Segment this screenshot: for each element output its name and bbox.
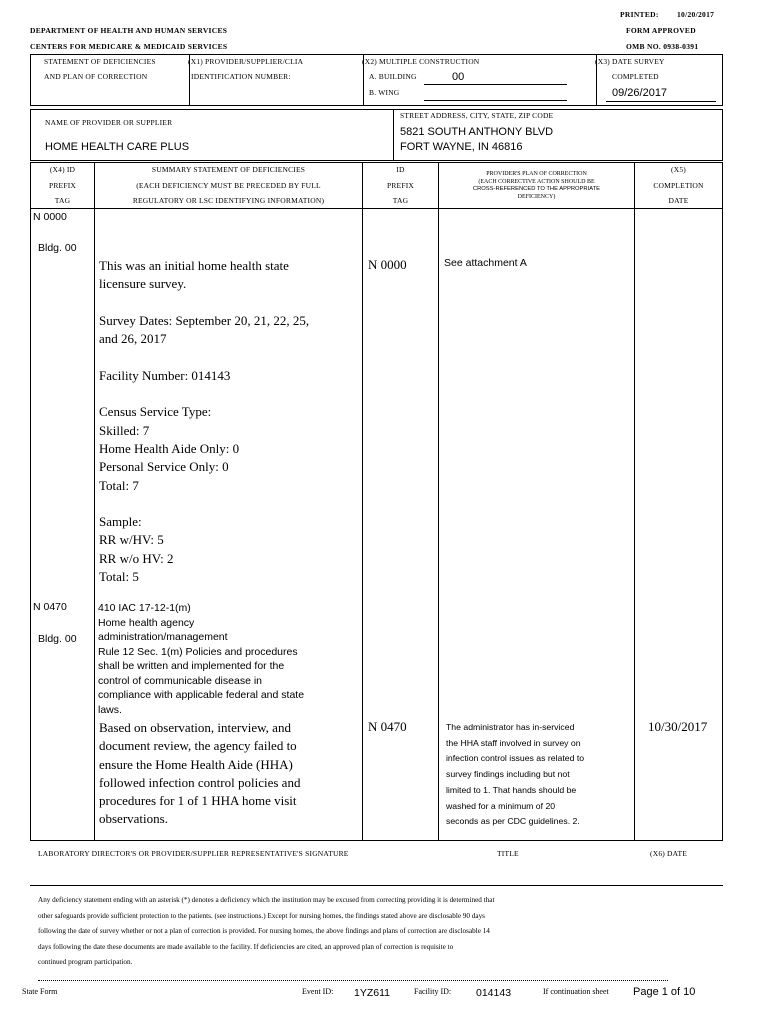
summary-line: Facility Number: 014143 [99,367,231,383]
facility-id-value: 014143 [476,987,512,999]
summary-line [99,348,361,366]
summary-header-line2: (EACH DEFICIENCY MUST BE PRECEDED BY FULL [136,181,321,190]
id-header-line1: ID [396,165,405,174]
summary-line: Sample: [99,514,142,530]
summary-line: RR w/HV: 5 [99,532,164,548]
statement-label-line1: STATEMENT OF DEFICIENCIES [44,57,156,66]
summary-line: procedures for 1 of 1 HHA home visit [99,793,297,809]
title-label: TITLE [497,849,519,858]
printed-label: PRINTED: [620,10,659,19]
regulation-line: control of communicable disease in [98,674,263,687]
wing-label: B. WING [369,88,400,97]
regulation-line: Home health agency [98,616,195,629]
facility-id-label: Facility ID: [414,987,452,996]
summary-line: document review, the agency failed to [99,738,297,754]
provider-id-label-line2: IDENTIFICATION NUMBER: [191,72,291,81]
footnote-line: other safeguards provide sufficient protection to the patients. (see instructions.) Except for nursing homes, the findings stated above are disclosable 90 days [38,911,485,920]
lab-director-signature-label: LABORATORY DIRECTOR'S OR PROVIDER/SUPPLIER REPRESENTATIVE'S SIGNATURE [38,849,349,858]
n0470-plan-of-correction [446,720,632,830]
summary-line: Total: 7 [99,477,139,493]
summary-line: Census Service Type: [99,404,212,420]
x4-header-line3: TAG [54,196,71,205]
poc-header-line1: PROVIDER'S PLAN OF CORRECTION [486,171,587,177]
building-label: A. BUILDING [369,72,417,81]
poc-line: seconds as per CDC guidelines. 2. [446,816,580,827]
x6-date-label: (X6) DATE [650,849,688,858]
summary-line: licensure survey. [99,276,187,292]
omb-number: OMB NO. 0938-0391 [626,42,699,51]
provider-name-label: NAME OF PROVIDER OR SUPPLIER [45,118,173,127]
address-label: STREET ADDRESS, CITY, STATE, ZIP CODE [400,111,554,120]
date-survey-value: 09/26/2017 [612,87,668,99]
date-survey-label-line2: COMPLETED [612,72,659,81]
poc-line: washed for a minimum of 20 [446,800,556,811]
poc-line: infection control issues as related to [446,753,585,764]
summary-line: ensure the Home Health Aide (HHA) [99,756,293,772]
n0470-summary [99,719,361,829]
regulation-line: 410 IAC 17-12-1(m) [98,602,191,614]
footnote-line: following the date of survey whether or not a plan of correction is provided. For nursing homes, the above findings and plans of correction are disclosable 14 [38,927,490,935]
summary-line [99,294,361,312]
regulation-line: administration/management [98,631,228,643]
page-number: Page 1 of 10 [633,986,696,998]
multiple-construction-label: (X2) MULTIPLE CONSTRUCTION [362,57,480,66]
summary-line: Survey Dates: September 20, 21, 22, 25, [99,312,310,328]
id-header-line2: PREFIX [386,181,415,190]
summary-line: This was an initial home health state [99,258,289,273]
x5-header-line3: DATE [668,196,689,205]
regulation-line: compliance with applicable federal and state [98,689,305,701]
regulation-line: laws. [98,703,122,716]
footnote-divider [38,980,668,981]
provider-name: HOME HEALTH CARE PLUS [45,141,190,153]
poc-line: the HHA staff involved in survey on [446,737,581,748]
address-line1: 5821 SOUTH ANTHONY BLVD [400,126,554,138]
printed-date: 10/20/2017 [677,10,715,19]
n0470-regulation [98,601,360,717]
centers-title: CENTERS FOR MEDICARE & MEDICAID SERVICES [30,42,228,51]
footnote-line: Any deficiency statement ending with an asterisk (*) denotes a deficiency which the institution may be excused from correcting providing it is determined that [38,896,495,904]
summary-header-line3: REGULATORY OR LSC IDENTIFYING INFORMATION) [132,196,325,205]
x4-header-line1: (X4) ID [49,165,76,174]
department-title: DEPARTMENT OF HEALTH AND HUMAN SERVICES [30,26,228,35]
n0470-completion-date: 10/30/2017 [648,719,708,734]
n0470-bldg: Bldg. 00 [38,633,77,645]
regulation-line: shall be written and implemented for the [98,660,285,672]
date-survey-label-line1: (X3) DATE SURVEY [595,57,665,66]
n0470-id-tag: N 0470 [368,719,407,734]
n0000-bldg: Bldg. 00 [38,242,77,254]
poc-line: The administrator has in-serviced [446,722,575,732]
summary-line: Based on observation, interview, and [99,720,291,735]
n0000-summary [99,257,361,586]
n0000-id-tag: N 0000 [368,257,407,272]
summary-line: RR w/o HV: 2 [99,550,174,566]
event-id-value: 1YZ611 [354,987,390,999]
summary-line: followed infection control policies and [99,774,301,790]
summary-line: Personal Service Only: 0 [99,459,229,475]
deficiency-footnote [38,893,722,971]
event-id-label: Event ID: [302,987,334,996]
poc-header-line3: CROSS-REFERENCED TO THE APPROPRIATE [472,186,601,192]
n0000-tag: N 0000 [33,211,67,223]
x4-header-line2: PREFIX [48,181,77,190]
summary-line [99,385,361,403]
summary-line: Home Health Aide Only: 0 [99,440,240,456]
n0470-tag: N 0470 [33,601,67,613]
id-header-line3: TAG [392,196,409,205]
footnote-line: continued program participation. [38,958,133,966]
continuation-label: If continuation sheet [543,987,609,996]
provider-id-label-line1: (X1) PROVIDER/SUPPLIER/CLIA [188,57,304,66]
summary-line [99,495,361,513]
summary-line: and 26, 2017 [99,331,167,347]
summary-line: observations. [99,811,168,827]
poc-line: survey findings including but not [446,769,570,780]
summary-line: Total: 5 [99,569,139,585]
x5-header-line2: COMPLETION [653,181,704,190]
summary-header-line1: SUMMARY STATEMENT OF DEFICIENCIES [151,165,306,174]
address-line2: FORT WAYNE, IN 46816 [400,141,523,153]
poc-header [439,171,634,201]
footnote-line: days following the date these documents are made available to the facility. If deficiencies are cited, an approved plan of correction is requisite to [38,942,454,951]
statement-label-line2: AND PLAN OF CORRECTION [44,72,148,81]
summary-line: Skilled: 7 [99,422,150,438]
poc-header-line2: (EACH CORRECTIVE ACTION SHOULD BE [478,178,595,185]
building-value: 00 [452,71,465,83]
regulation-line: Rule 12 Sec. 1(m) Policies and procedures [98,645,298,658]
form-approved: FORM APPROVED [626,26,696,35]
poc-header-line4: DEFICIENCY) [517,193,556,200]
n0000-plan-of-correction: See attachment A [444,257,527,269]
state-form-label: State Form [22,987,58,996]
x5-header-line1: (X5) [671,165,686,174]
poc-line: limited to 1. That hands should be [446,784,577,795]
